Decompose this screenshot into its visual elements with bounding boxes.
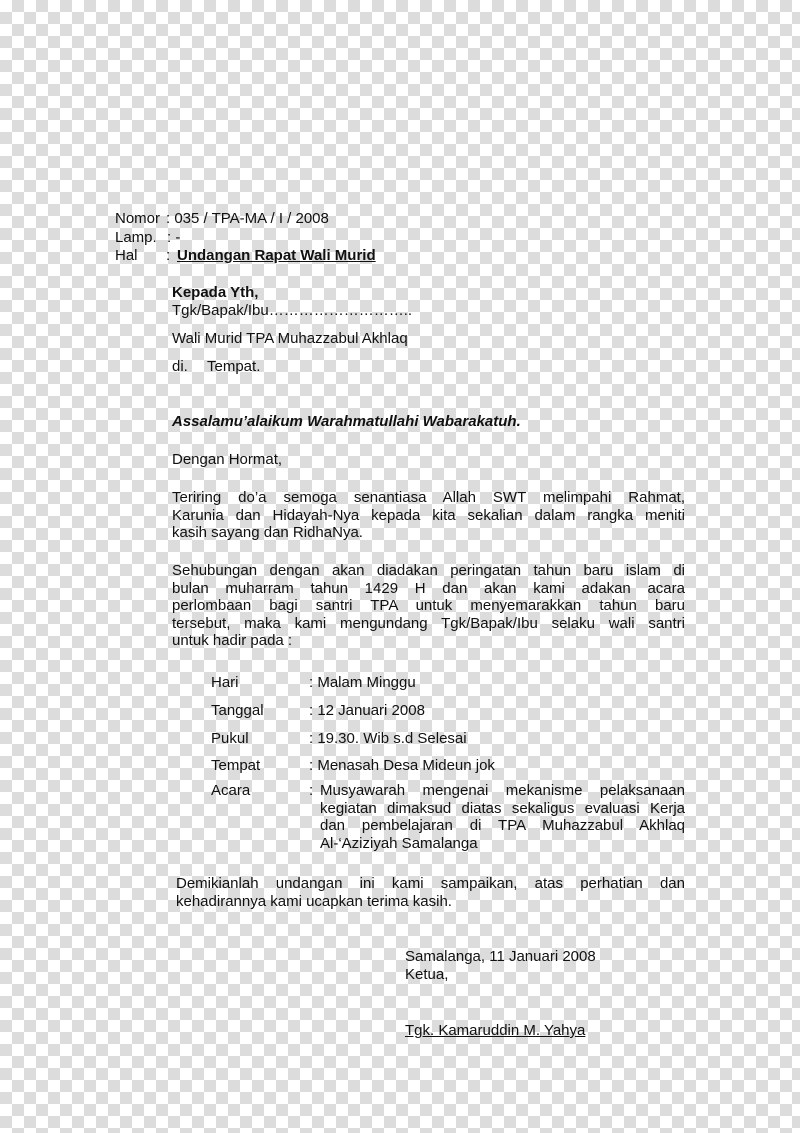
recipient-place: Tempat. xyxy=(207,358,261,375)
recipient-group: Wali Murid TPA Muhazzabul Akhlaq xyxy=(172,330,408,347)
paragraph-2-line: tersebut, maka kami mengundang Tgk/Bapak/Ibu selaku wali santri xyxy=(172,614,685,632)
closing-paragraph xyxy=(176,875,685,910)
detail-value-hari: : Malam Minggu xyxy=(309,674,416,691)
detail-value-tanggal: : 12 Januari 2008 xyxy=(309,702,425,719)
paragraph-2-line: perlombaan bagi santri TPA untuk menyemarakkan tahun baru xyxy=(172,597,685,614)
detail-value-pukul: : 19.30. Wib s.d Selesai xyxy=(309,730,467,747)
detail-label-pukul: Pukul xyxy=(211,730,249,747)
paragraph-2-line: Sehubungan dengan akan diadakan peringatan tahun baru islam di xyxy=(172,562,685,579)
paragraph-1-line: Teriring do’a semoga senantiasa Allah SWT melimpahi Rahmat, xyxy=(172,489,685,506)
paragraph-2-line: bulan muharram tahun 1429 H dan akan kami adakan acara xyxy=(172,579,685,597)
paragraph-1-line: Karunia dan Hidayah-Nya kepada kita sekalian dalam rangka meniti xyxy=(172,506,685,524)
lamp-value: : - xyxy=(167,229,181,246)
signature-name: Tgk. Kamaruddin M. Yahya xyxy=(405,1022,586,1039)
detail-value-tempat: : Menasah Desa Mideun jok xyxy=(309,757,495,774)
paragraph-1 xyxy=(172,489,685,542)
greeting: Assalamu’alaikum Warahmatullahi Wabarakatuh. xyxy=(172,413,521,430)
paragraph-2-line: untuk hadir pada : xyxy=(172,632,293,649)
recipient-name-line: Tgk/Bapak/Ibu……………………….. xyxy=(172,302,413,319)
acara-line: Al-‘Aziziyah Samalanga xyxy=(320,834,478,852)
detail-label-acara: Acara xyxy=(211,782,251,799)
nomor-label: Nomor xyxy=(115,210,161,227)
closing-line: kehadirannya kami ucapkan terima kasih. xyxy=(176,892,452,910)
detail-label-tempat: Tempat xyxy=(211,757,261,774)
signature-place-date: Samalanga, 11 Januari 2008 xyxy=(405,948,596,965)
detail-value-acara xyxy=(320,782,685,852)
recipient-salutation: Kepada Yth, xyxy=(172,284,259,301)
acara-line: kegiatan dimaksud diatas sekaligus evaluasi Kerja xyxy=(320,799,685,817)
detail-label-tanggal: Tanggal xyxy=(211,702,264,719)
acara-line: Musyawarah mengenai mekanisme pelaksanaan xyxy=(320,782,685,799)
closing-line: Demikianlah undangan ini kami sampaikan, atas perhatian dan xyxy=(176,875,685,892)
paragraph-2 xyxy=(172,562,685,650)
signature-role: Ketua, xyxy=(405,966,449,983)
recipient-place-prefix: di. xyxy=(172,358,188,375)
detail-colon-acara: : xyxy=(309,782,314,799)
nomor-value: : 035 / TPA-MA / I / 2008 xyxy=(166,210,329,227)
lamp-label: Lamp. xyxy=(115,229,157,246)
acara-line: dan pembelajaran di TPA Muhazzabul Akhlaq xyxy=(320,817,685,834)
paragraph-1-line: kasih sayang dan RidhaNya. xyxy=(172,524,363,541)
detail-label-hari: Hari xyxy=(211,674,239,691)
subject-title: Undangan Rapat Wali Murid xyxy=(177,247,376,264)
opening: Dengan Hormat, xyxy=(172,451,283,468)
hal-label: Hal xyxy=(115,247,138,264)
hal-colon: : xyxy=(166,247,171,264)
